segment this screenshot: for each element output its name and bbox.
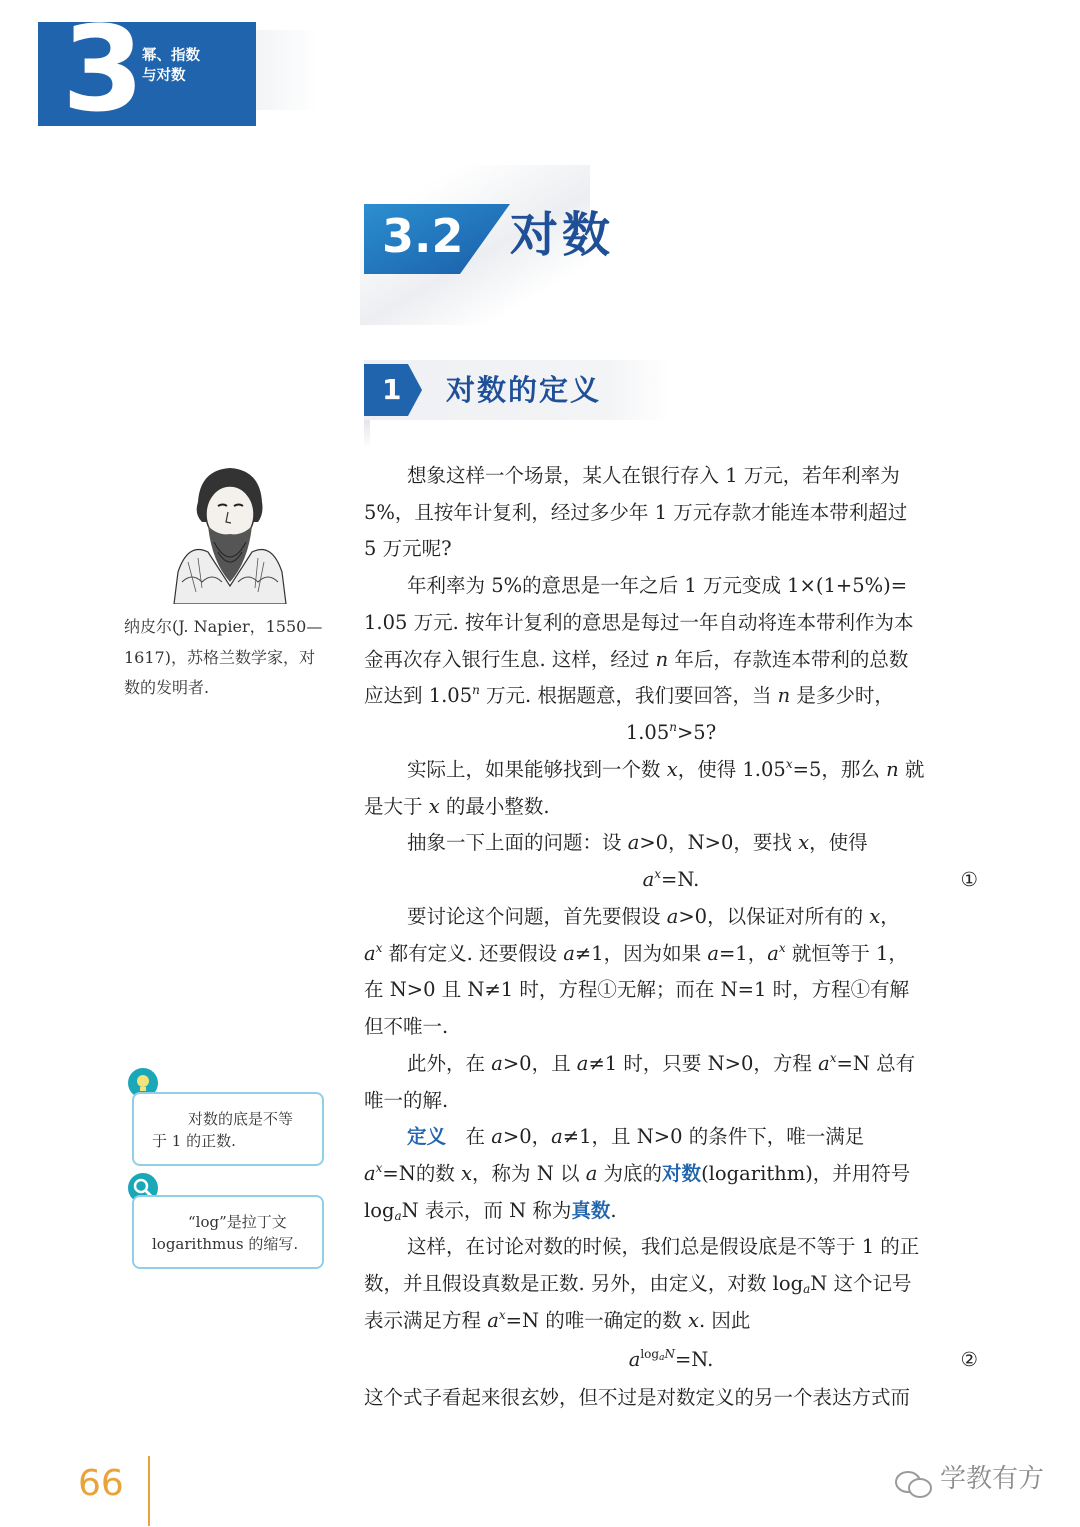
antilog-keyword: 真数 [571, 1198, 611, 1222]
text-line: 想象这样一个场景，某人在银行存入 1 万元，若年利率为 [407, 464, 900, 487]
text-line: 表示满足方程 $a^x=N$ 的唯一确定的数 x. 因此 [364, 1307, 751, 1332]
text-line: 5%，且按年计复利，经过多少年 1 万元存款才能连本带利超过 [364, 500, 908, 524]
text-line: 抽象一下上面的问题：设 a>0，N>0，要找 x，使得 [407, 831, 868, 855]
section-title: 对数 [510, 207, 615, 263]
watermark: 学教有方 [940, 1464, 1045, 1494]
note-line: 对数的底是不等 [188, 1110, 294, 1128]
text-line: 在 N>0 且 N≠1 时，方程①无解；而在 N=1 时，方程①有解 [364, 978, 910, 1002]
section-number: 3.2 [382, 209, 464, 263]
chapter-title [142, 46, 242, 86]
text-line: 唯一的解. [364, 1088, 449, 1112]
text-line: 但不唯一. [364, 1015, 449, 1039]
text-line: 此外，在 a>0，且 a≠1 时，只要 N>0，方程 $a^x=N$ 总有 [407, 1050, 916, 1075]
subsection-accent [364, 420, 370, 448]
logarithm-keyword: 对数 [662, 1161, 702, 1185]
text-line: 是大于 x 的最小整数. [364, 794, 550, 818]
text-line: 数，并且假设真数是正数. 另外，由定义，对数 $\log_aN$ 这个记号 [364, 1272, 912, 1297]
page-number: 66 [78, 1463, 124, 1504]
paragraph-intro [364, 458, 978, 715]
caption-line: 1617)，苏格兰数学家，对 [124, 647, 315, 667]
subsection-title: 对数的定义 [446, 373, 602, 407]
text-line: 这样，在讨论对数的时候，我们总是假设底是不等于 1 的正 [407, 1235, 920, 1259]
note-line: 于 1 的正数. [152, 1132, 236, 1150]
text-line: 要讨论这个问题，首先要假设 a>0，以保证对所有的 x， [407, 905, 900, 928]
text-line: 金再次存入银行生息. 这样，经过 n 年后，存款连本带利的总数 [364, 647, 909, 671]
portrait-caption [124, 612, 340, 704]
chapter-title-line2: 与对数 [142, 68, 186, 84]
text-line: $a^x$ 都有定义. 还要假设 a≠1，因为如果 a=1，$a^x$ 就恒等于 1， [364, 940, 908, 965]
definition-line: 定义 在 a>0，a≠1，且 N>0 的条件下，唯一满足 [407, 1125, 865, 1149]
definition-keyword: 定义 [407, 1125, 447, 1149]
caption-line: 数的发明者. [124, 678, 210, 697]
chapter-number: 3 [62, 0, 141, 138]
definition-line: $\log_aN$ 表示，而 N 称为真数. [364, 1198, 617, 1223]
text-line: 实际上，如果能够找到一个数 x，使得 $1.05^x=5$，那么 n 就 [407, 757, 925, 781]
definition-line: $a^x=N$的数 x，称为 N 以 a 为底的对数(logarithm)，并用符号 [364, 1160, 911, 1185]
text-line: 5 万元呢? [364, 537, 452, 561]
chapter-title-line1: 幂、指数 [142, 48, 200, 64]
subsection-number: 1 [382, 373, 402, 406]
napier-portrait [168, 462, 290, 604]
text-line: 1.05 万元. 按年计复利的意思是每过一年自动将连本带利作为本 [364, 610, 914, 634]
wechat-icon [894, 1470, 934, 1500]
note-line: logarithmus 的缩写. [152, 1235, 299, 1253]
equation-tag-2: ② [960, 1348, 978, 1371]
paragraph-closing [364, 1380, 978, 1417]
equation-inequality: $1.05^n>5$? [625, 720, 717, 744]
page-divider [148, 1456, 150, 1526]
text-line: 年利率为 5%的意思是一年之后 1 万元变成 1×(1+5%)= [407, 574, 908, 598]
equation-2: $a^{log_aN}=N$. ② [364, 1342, 978, 1379]
note-line: “log”是拉丁文 [188, 1213, 287, 1231]
equation-1: $a^x=N$. ① [364, 862, 978, 899]
note-log-base [132, 1092, 324, 1166]
equation-tag-1: ① [960, 868, 978, 891]
text-line: 这个式子看起来很玄妙，但不过是对数定义的另一个表达方式而 [364, 1386, 911, 1409]
text-line: 应达到 1.05$^n$ 万元. 根据题意，我们要回答，当 n 是多少时， [364, 683, 894, 708]
paragraph-actual [364, 752, 978, 862]
paragraph-discussion [364, 899, 978, 1339]
note-log-etymology [132, 1195, 324, 1269]
caption-line: 纳皮尔(J. Napier，1550— [124, 617, 323, 636]
